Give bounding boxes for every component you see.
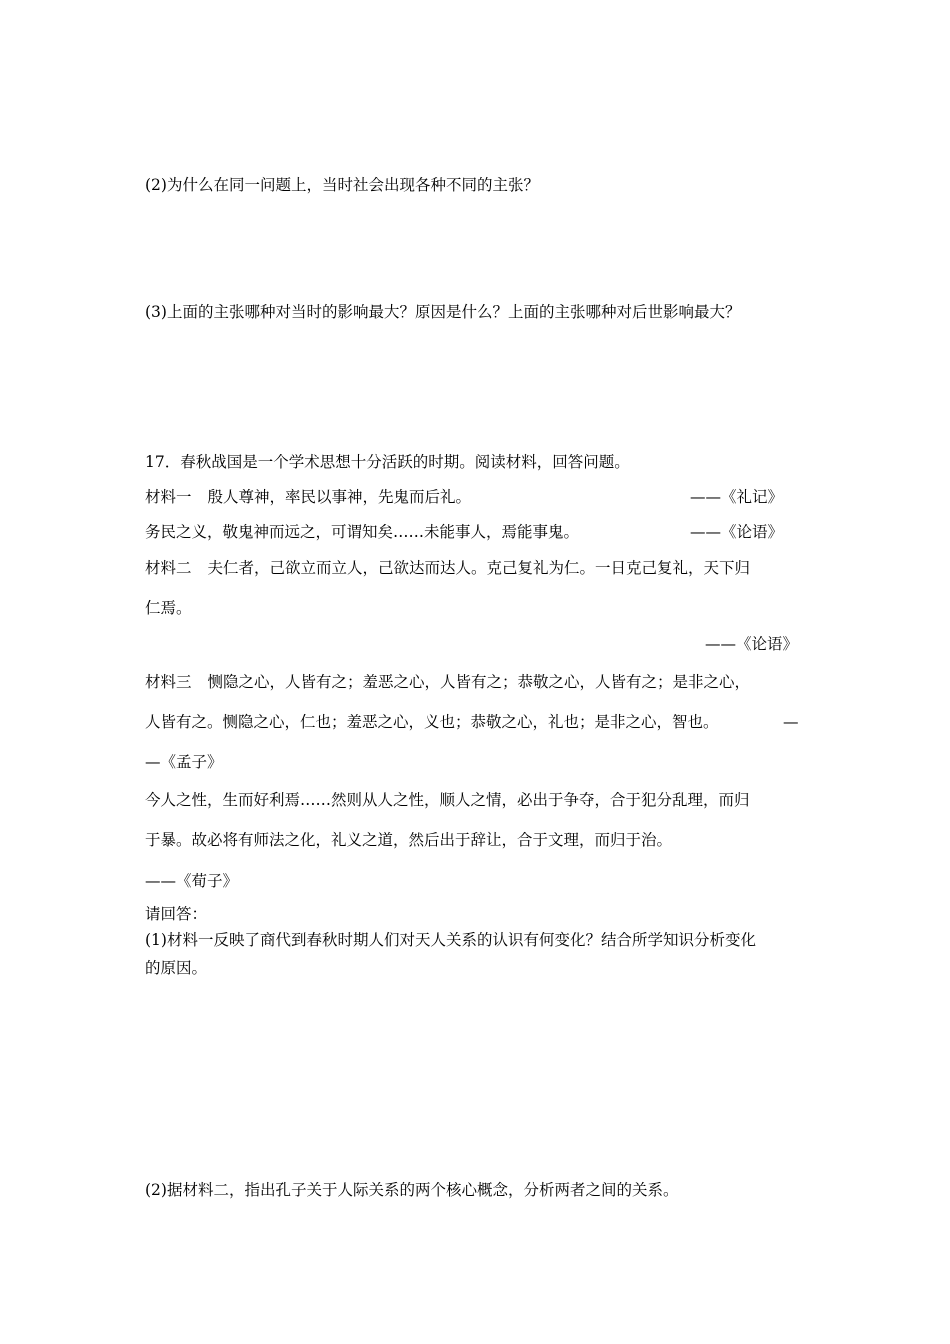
material2-label: 材料二	[145, 559, 192, 577]
material3-line4: 于暴。故必将有师法之化，礼义之道，然后出于辞让，合于文理，而归于治。	[145, 831, 673, 849]
material1-line	[145, 487, 471, 507]
material1-source-a: ——《礼记》	[690, 488, 784, 506]
material2-source: ——《论语》	[705, 635, 799, 653]
material3-source-tail: —《孟子》	[145, 753, 223, 771]
material3-source-dash: —	[783, 713, 799, 731]
material2-text: 夫仁者，己欲立而立人，己欲达而达人。克己复礼为仁。一日克己复礼，天下归	[207, 559, 751, 577]
material3-text: 恻隐之心，人皆有之；羞恶之心，人皆有之；恭敬之心，人皆有之；是非之心，	[207, 673, 751, 691]
material2-line2: 仁焉。	[145, 599, 192, 617]
q17-stem: 17．春秋战国是一个学术思想十分活跃的时期。阅读材料，回答问题。	[145, 453, 630, 471]
material3-line1	[145, 672, 750, 692]
material1-text-a: 殷人尊神，率民以事神，先鬼而后礼。	[207, 488, 472, 506]
material1-label: 材料一	[145, 488, 192, 506]
q16-sub2: (2)为什么在同一问题上，当时社会出现各种不同的主张？	[145, 176, 539, 194]
material2-line1	[145, 558, 750, 578]
q17-sub1-line2: 的原因。	[145, 959, 208, 977]
material3-line2: 人皆有之。恻隐之心，仁也；羞恶之心，义也；恭敬之心，礼也；是非之心，智也。	[145, 713, 719, 731]
answer-prompt: 请回答：	[145, 905, 208, 923]
material1-text-b: 务民之义，敬鬼神而远之，可谓知矣……未能事人，焉能事鬼。	[145, 523, 580, 541]
q17-sub2: (2)据材料二，指出孔子关于人际关系的两个核心概念，分析两者之间的关系。	[145, 1181, 679, 1199]
material3-label: 材料三	[145, 673, 192, 691]
q16-sub3: (3)上面的主张哪种对当时的影响最大？原因是什么？上面的主张哪种对后世影响最大？	[145, 303, 741, 321]
material3-line3: 今人之性，生而好利焉……然则从人之性，顺人之情，必出于争夺，合于犯分乱理，而归	[145, 791, 750, 809]
material3-source2: ——《荀子》	[145, 872, 239, 890]
material1-source-b: ——《论语》	[690, 523, 784, 541]
q17-sub1-line1: (1)材料一反映了商代到春秋时期人们对天人关系的认识有何变化？结合所学知识分析变化	[145, 931, 756, 949]
